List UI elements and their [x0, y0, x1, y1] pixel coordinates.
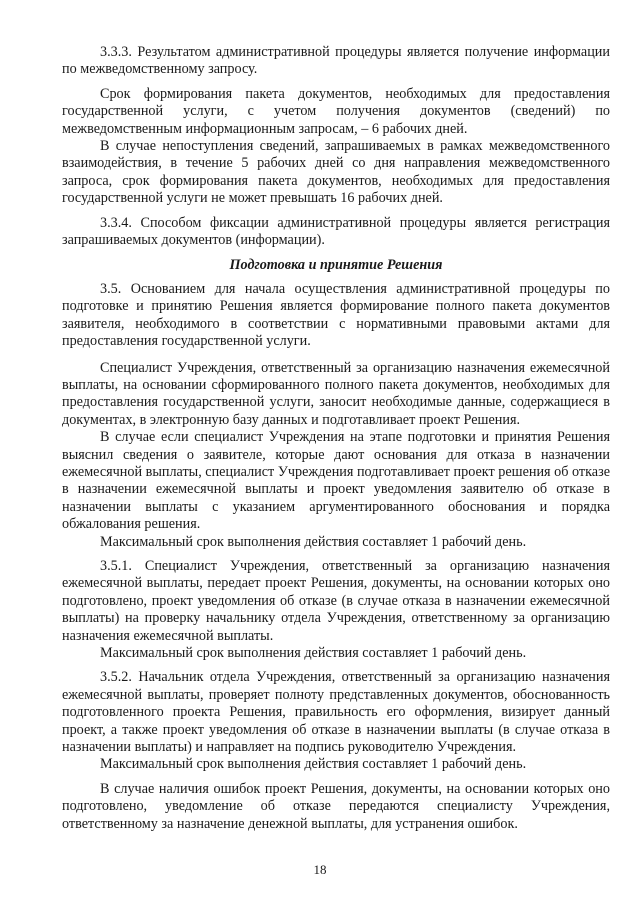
paragraph-document-term: Срок формирования пакета документов, необходимых для предоставления государственной услуги, с учетом получения документов (сведений) по межведомственным информационным запросам, – 6 рабочих дней. — [62, 85, 610, 137]
paragraph-max-term-3: Максимальный срок выполнения действия составляет 1 рабочий день. — [100, 756, 527, 773]
paragraph-3-5-1: 3.5.1. Специалист Учреждения, ответственный за организацию назначения ежемесячной выплаты, передает проект Решения, документы, на основании которых оно подготовлено, проект уведомления об отказе (в случае отказа в назначении ежемесячной выплаты) на проверку начальнику отдела Учреждения, ответственному за организацию назначения ежемесячной выплаты. — [62, 557, 610, 644]
paragraph-max-term-1: Максимальный срок выполнения действия составляет 1 рабочий день. — [100, 533, 527, 550]
paragraph-errors: В случае наличия ошибок проект Решения, документы, на основании которых оно подготовлено, уведомление об отказе передаются специалисту Учреждения, ответственному за назначение денежной выплаты, для устранения ошибок. — [62, 780, 610, 832]
paragraph-3-5: 3.5. Основанием для начала осуществления административной процедуры по подготовке и принятию Решения является формирование полного пакета документов заявителя, необходимого в соответствии с нормативными правовыми актами для предоставления государственной услуги. — [62, 280, 610, 350]
paragraph-specialist: Специалист Учреждения, ответственный за организацию назначения ежемесячной выплаты, на основании сформированного полного пакета документов, необходимых для предоставления государственной услуги, заносит необходимые данные, содержащиеся в документах, в электронную базу данных и подготавливает проект Решения. — [62, 359, 610, 428]
section-heading: Подготовка и принятие Решения — [229, 257, 443, 274]
paragraph-3-3-3: 3.3.3. Результатом административной процедуры является получение информации по межведомственному запросу. — [62, 44, 610, 78]
paragraph-3-5-2: 3.5.2. Начальник отдела Учреждения, ответственный за организацию назначения ежемесячной выплаты, проверяет полноту представленных документов, обоснованность подготовленного проекта Решения, правильность его оформления, визирует данный проект, а также проект уведомления об отказе в назначении выплаты (в случае отказа в назначении выплаты) и направляет на подпись руководителю Учреждения. — [62, 669, 610, 756]
paragraph-non-receipt: В случае непоступления сведений, запрашиваемых в рамках межведомственного взаимодействия, в течение 5 рабочих дней со дня направления межведомственного запроса, срок формирования пакета документов, необходимых для предоставления государственной услуги не может превышать 16 рабочих дней. — [62, 138, 610, 207]
paragraph-max-term-2: Максимальный срок выполнения действия составляет 1 рабочий день. — [100, 645, 527, 661]
paragraph-3-3-4: 3.3.4. Способом фиксации административной процедуры является регистрация запрашиваемых документов (информации). — [62, 214, 610, 249]
page-number: 18 — [313, 862, 327, 877]
paragraph-refusal-case: В случае если специалист Учреждения на этапе подготовки и принятия Решения выяснил сведения о заявителе, которые дают основания для отказа в назначении ежемесячной выплаты, специалист Учреждения подготавливает проект решения об отказе в назначении ежемесячной выплаты и проект уведомления заявителю об отказе в назначении выплаты с указанием аргументированного обоснования и порядка обжалования решения. — [62, 429, 610, 533]
